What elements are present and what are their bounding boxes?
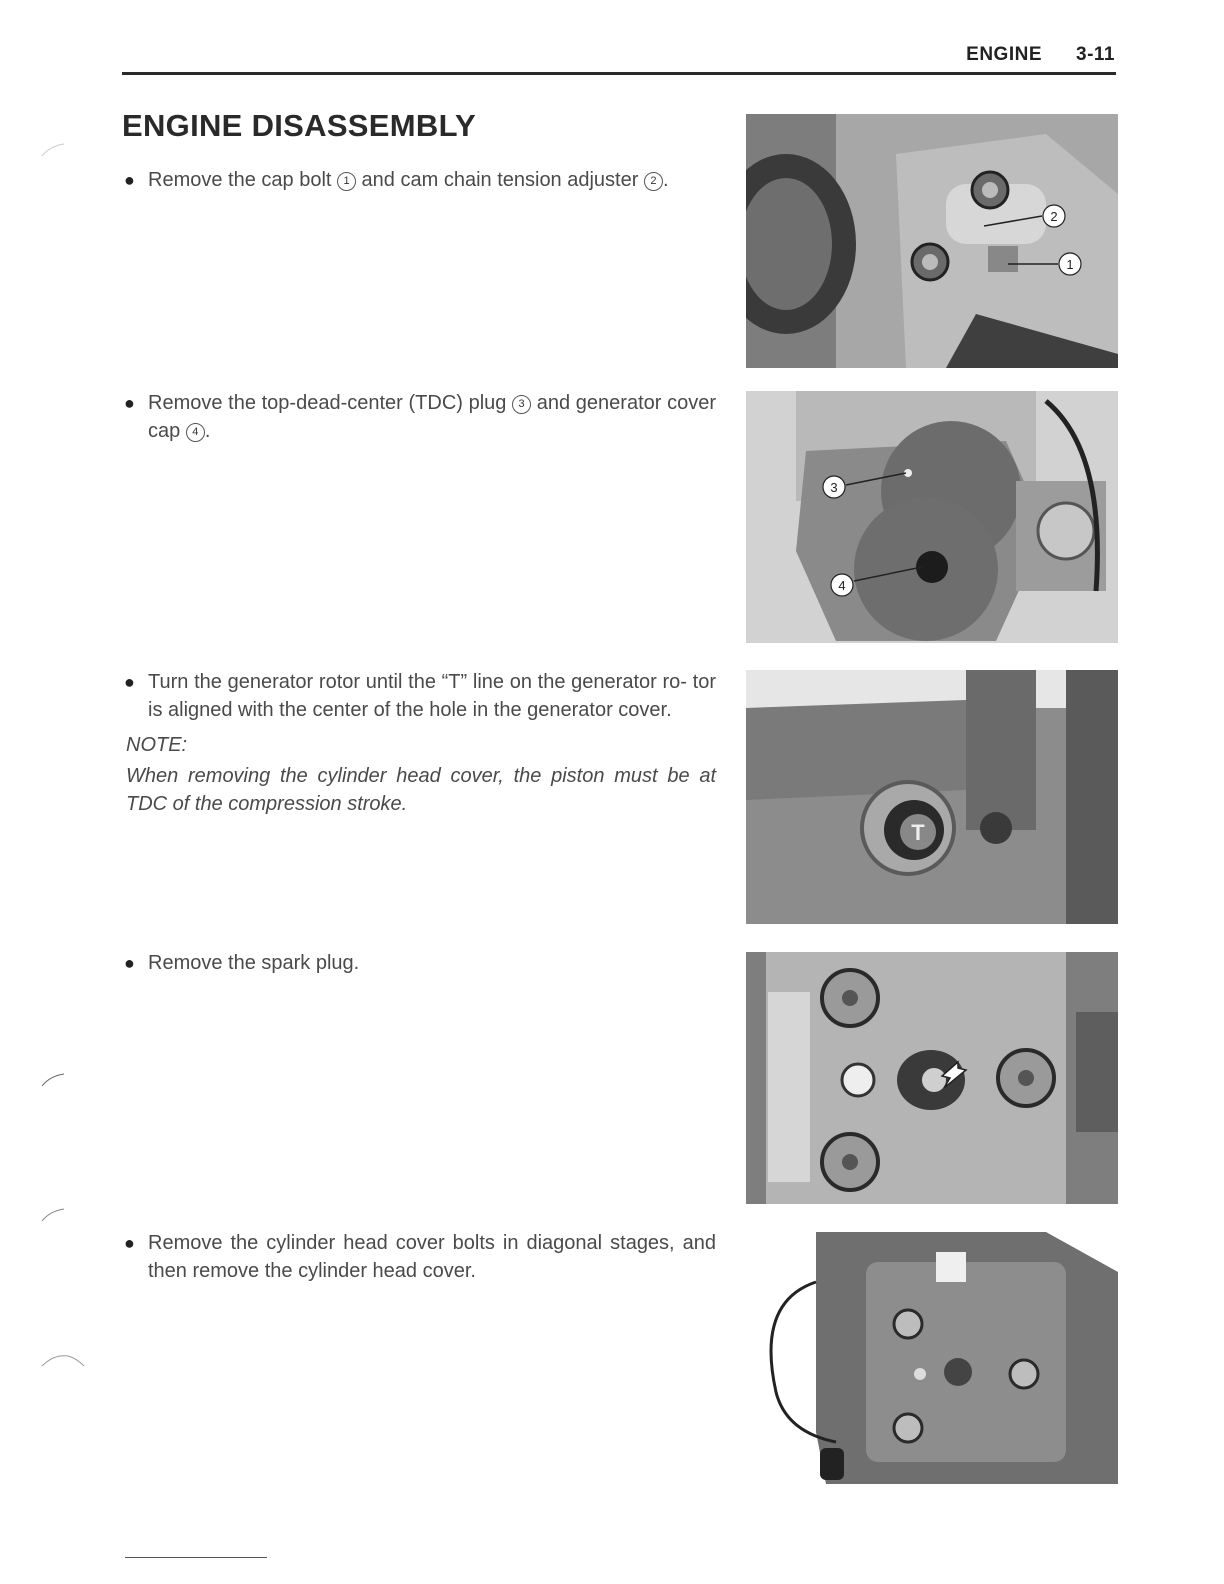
step-3	[122, 668, 716, 724]
header-section: ENGINE	[966, 44, 1043, 65]
header-page-number: 3-11	[1076, 44, 1115, 65]
step-text	[148, 166, 716, 194]
margin-mark	[40, 1070, 70, 1090]
margin-mark	[40, 1350, 90, 1370]
step-text-part: .	[662, 169, 669, 191]
margin-mark	[40, 140, 70, 160]
step-text: Turn the generator rotor until the “T” line on the generator ro- tor is aligned with the center of the hole in the generator cover.	[148, 671, 716, 721]
photo-3-illustration	[746, 670, 1118, 924]
note-text: When removing the cylinder head cover, the piston must be at TDC of the compression stroke.	[126, 765, 716, 815]
bullet-icon: ●	[124, 672, 135, 692]
photo-1-illustration	[746, 114, 1118, 368]
page-title: ENGINE DISASSEMBLY	[122, 108, 476, 143]
running-header	[966, 44, 1115, 66]
footer-rule	[125, 1557, 267, 1558]
callout-marker: 4	[186, 423, 205, 442]
photo-2-callout-3: 3	[830, 480, 838, 495]
photo-1-callout-2: 2	[1050, 209, 1058, 224]
photo-4-illustration	[746, 952, 1118, 1204]
step-text-part: Remove the top-dead-center (TDC) plug	[148, 392, 513, 414]
photo-cam-chain-tensioner	[746, 114, 1118, 368]
bullet-icon: ●	[124, 170, 135, 190]
step-5	[122, 1229, 716, 1285]
callout-marker: 3	[512, 395, 531, 414]
step-1	[122, 166, 716, 194]
step-text: Remove the cylinder head cover bolts in diagonal stages, and then remove the cylinder head cover.	[148, 1232, 716, 1282]
bullet-icon: ●	[124, 953, 135, 973]
margin-mark	[40, 1205, 70, 1225]
step-text: Remove the spark plug.	[148, 952, 360, 974]
photo-generator-cover	[746, 391, 1118, 643]
photo-cylinder-head-cover	[746, 1232, 1118, 1484]
header-rule	[122, 72, 1116, 75]
step-text	[148, 389, 716, 445]
step-text-part: .	[204, 420, 211, 442]
step-text-part: and generator cover cap	[148, 392, 717, 442]
bullet-icon: ●	[124, 1233, 135, 1253]
step-4	[122, 949, 716, 977]
callout-marker: 1	[337, 172, 356, 191]
step-text-part: Remove the cap bolt	[148, 169, 337, 191]
step-2	[122, 389, 716, 445]
photo-5-illustration	[746, 1232, 1118, 1484]
bullet-icon: ●	[124, 393, 135, 413]
photo-spark-plug	[746, 952, 1118, 1204]
photo-2-illustration	[746, 391, 1118, 643]
step-text-part: and cam chain tension adjuster	[356, 169, 644, 191]
photo-1-callout-1: 1	[1066, 257, 1074, 272]
note-label: NOTE:	[126, 734, 188, 756]
photo-3-t-mark: T	[911, 820, 925, 845]
photo-2-callout-4: 4	[838, 578, 846, 593]
callout-marker: 2	[644, 172, 663, 191]
photo-t-line	[746, 670, 1118, 924]
